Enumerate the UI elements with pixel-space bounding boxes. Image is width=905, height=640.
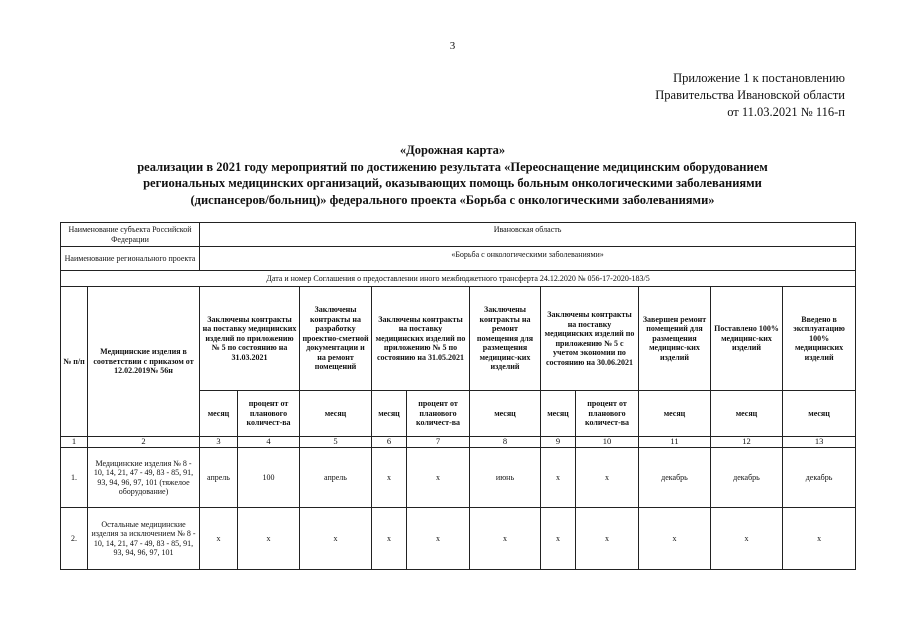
appendix-reference xyxy=(655,70,845,121)
appendix-line-3: от 11.03.2021 № 116-п xyxy=(727,105,845,119)
sub-month: месяц xyxy=(372,391,407,437)
header-group-3: Заключены контракты на поставку медицинских изделий по приложению № 5 по состоянию на 31.05.2021 xyxy=(372,287,470,391)
sub-month: месяц xyxy=(639,391,711,437)
project-label: Наименование регионального проекта xyxy=(61,247,200,271)
col-number: 5 xyxy=(300,437,372,448)
info-row-subject xyxy=(61,223,856,247)
sub-month: месяц xyxy=(200,391,238,437)
cell-value: х xyxy=(783,508,856,570)
cell-value: х xyxy=(372,508,407,570)
table-row xyxy=(61,508,856,570)
header-group-8: Введено в эксплуатацию 100% медицинских изделий xyxy=(783,287,856,391)
title-line-1: «Дорожная карта» xyxy=(399,143,506,157)
col-number: 8 xyxy=(470,437,541,448)
header-group-4: Заключены контракты на ремонт помещения для размещения медицинс-ких изделий xyxy=(470,287,541,391)
cell-value: апрель xyxy=(300,448,372,508)
row-number: 2. xyxy=(61,508,88,570)
col-number: 4 xyxy=(238,437,300,448)
cell-value: декабрь xyxy=(711,448,783,508)
cell-value: апрель xyxy=(200,448,238,508)
cell-value: х xyxy=(407,508,470,570)
row-product-name: Остальные медицинские изделия за исключением № 8 - 10, 14, 21, 47 - 49, 83 - 85, 91, 93, 94, 96, 97, 101 xyxy=(88,508,200,570)
page-number: 3 xyxy=(449,40,456,52)
cell-value: х xyxy=(407,448,470,508)
appendix-line-1: Приложение 1 к постановлению xyxy=(673,71,845,85)
cell-value: х xyxy=(576,508,639,570)
cell-value: х xyxy=(711,508,783,570)
header-row-main xyxy=(61,287,856,391)
col-number: 6 xyxy=(372,437,407,448)
cell-value: декабрь xyxy=(639,448,711,508)
header-num: № п/п xyxy=(61,287,88,437)
row-product-name: Медицинские изделия № 8 - 10, 14, 21, 47 - 49, 83 - 85, 91, 93, 94, 96, 97, 101 (тяжелое оборудование) xyxy=(88,448,200,508)
cell-value: 100 xyxy=(238,448,300,508)
header-products: Медицинские изделия в соответствии с приказом от 12.02.2019№ 56н xyxy=(88,287,200,437)
subject-value: Ивановская область xyxy=(200,223,856,247)
title-line-4: (диспансеров/больниц)» федерального проекта «Борьба с онкологическими заболеваниями» xyxy=(190,192,715,207)
cell-value: х xyxy=(238,508,300,570)
cell-value: х xyxy=(541,508,576,570)
col-number: 12 xyxy=(711,437,783,448)
cell-value: июнь xyxy=(470,448,541,508)
sub-month: месяц xyxy=(470,391,541,437)
col-number: 11 xyxy=(639,437,711,448)
cell-value: х xyxy=(200,508,238,570)
cell-value: х xyxy=(639,508,711,570)
agreement-text: Дата и номер Соглашения о предоставлении иного межбюджетного трансферта 24.12.2020 № 056-17-2020-183/5 xyxy=(61,271,856,287)
column-number-row xyxy=(61,437,856,448)
header-group-1: Заключены контракты на поставку медицинских изделий по приложению № 5 по состоянию на 31.03.2021 xyxy=(200,287,300,391)
col-number: 2 xyxy=(88,437,200,448)
sub-month: месяц xyxy=(300,391,372,437)
sub-percent: процент от планового количест-ва xyxy=(238,391,300,437)
col-number: 13 xyxy=(783,437,856,448)
sub-percent: процент от планового количест-ва xyxy=(407,391,470,437)
header-group-5: Заключены контракты на поставку медицинских изделий по приложению № 5 с учетом экономии по состоянию на 30.06.2021 xyxy=(541,287,639,391)
col-number: 3 xyxy=(200,437,238,448)
col-number: 1 xyxy=(61,437,88,448)
title-line-2: реализации в 2021 году мероприятий по достижению результата «Переоснащение медицинским оборудованием xyxy=(137,159,768,174)
cell-value: х xyxy=(300,508,372,570)
cell-value: декабрь xyxy=(783,448,856,508)
header-group-2: Заключены контракты на разработку проектно-сметной документации и на ремонт помещений xyxy=(300,287,372,391)
col-number: 10 xyxy=(576,437,639,448)
cell-value: х xyxy=(372,448,407,508)
roadmap-table xyxy=(60,222,856,570)
sub-percent: процент от планового количест-ва xyxy=(576,391,639,437)
sub-month: месяц xyxy=(783,391,856,437)
subject-label: Наименование субъекта Российской Федерации xyxy=(61,223,200,247)
col-number: 7 xyxy=(407,437,470,448)
header-group-6: Завершен ремонт помещений для размещения медицинс-ких изделий xyxy=(639,287,711,391)
title-line-3: региональных медицинских организаций, оказывающих помощь больным онкологическими заболеваниями xyxy=(143,176,762,190)
col-number: 9 xyxy=(541,437,576,448)
document-title xyxy=(40,142,865,208)
project-value: «Борьба с онкологическими заболеваниями» xyxy=(200,247,856,271)
appendix-line-2: Правительства Ивановской области xyxy=(655,88,845,102)
table-row xyxy=(61,448,856,508)
cell-value: х xyxy=(541,448,576,508)
cell-value: х xyxy=(470,508,541,570)
info-row-agreement xyxy=(61,271,856,287)
sub-month: месяц xyxy=(541,391,576,437)
cell-value: х xyxy=(576,448,639,508)
info-row-project xyxy=(61,247,856,271)
row-number: 1. xyxy=(61,448,88,508)
sub-month: месяц xyxy=(711,391,783,437)
header-group-7: Поставлено 100% медицинс-ких изделий xyxy=(711,287,783,391)
